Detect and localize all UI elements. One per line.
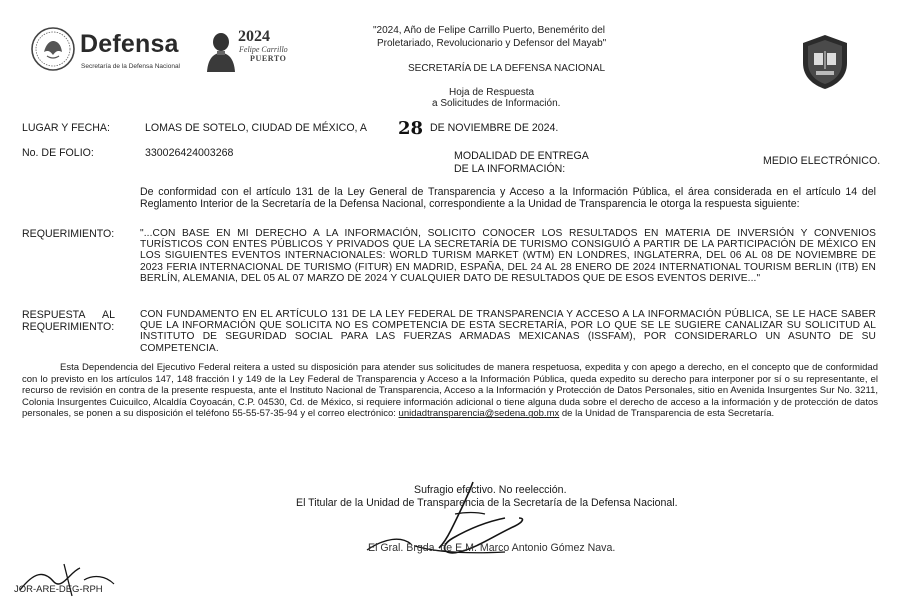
respuesta-text: CON FUNDAMENTO EN EL ARTÍCULO 131 DE LA LEY FEDERAL DE TRANSPARENCIA Y ACCESO A LA INFORMACIÓN PÚBLICA, SE LE HACE SABER QUE LA INFORMACIÓN QUE SOLICITA NO ES COMPETENCIA DE ESTA SECRETARÍA, POR LO QUE SE LE SUGIERE CANALIZAR SU SOLICITUD AL INSTITUTO DE SEGURIDAD SOCIAL PARA LAS FUERZAS ARMADAS MEXICANAS (ISSFAM), POR CONSIDERARLO UN ASUNTO DE SU COMPETENCIA. bbox=[140, 309, 876, 354]
modalidad-value: MEDIO ELECTRÓNICO. bbox=[763, 155, 881, 167]
closing-paragraph bbox=[22, 362, 878, 420]
year-badge-sub2: PUERTO bbox=[250, 54, 287, 63]
hoja-respuesta-line1: Hoja de Respuesta bbox=[449, 87, 535, 98]
secretaria-heading: SECRETARÍA DE LA DEFENSA NACIONAL bbox=[408, 63, 606, 74]
respuesta-label-al: AL bbox=[102, 309, 115, 321]
anniversary-portrait bbox=[204, 28, 238, 72]
folio-label: No. DE FOLIO: bbox=[22, 147, 94, 159]
handwritten-day: 28 bbox=[398, 118, 424, 139]
signatory-name: El Gral. Brgda. de E.M. Marco Antonio Gómez Nava. bbox=[368, 542, 616, 554]
lugar-value: LOMAS DE SOTELO, CIUDAD DE MÉXICO, A bbox=[145, 122, 367, 134]
respuesta-label: RESPUESTA bbox=[22, 309, 86, 321]
footer-reference-code: JOR-ARE-DEG-RPH bbox=[14, 584, 103, 595]
requerimiento-label: REQUERIMIENTO: bbox=[22, 228, 115, 240]
transparency-email-link[interactable]: unidadtransparencia@sedena.gob.mx bbox=[398, 408, 560, 420]
requerimiento-text: "...CON BASE EN MI DERECHO A LA INFORMACIÓN, SOLICITO CONOCER LOS RESULTADOS EN MATERIA DE INVERSIÓN Y CONVENIOS TURÍSTICOS CON ENTES PÚBLICOS Y PRIVADOS QUE LA SECRETARÍA DE TURISMO CONSIGUIÓ A PARTIR DE LA PARTICIPACIÓN DE MÉXICO EN LOS SIGUIENTES EVENTOS INTERNACIONALES: WORLD TURISM MARKET (WTM) EN LONDRES, INGLATERRA, DEL 06 AL 08 DE NOVIEMBRE DE 2023 FERIA INTERNACIONAL DE TURISMO (FITUR) EN MADRID, ESPAÑA, DEL 24 AL 28 ENERO DE 2024 INTERNATIONAL TOURISM BERLIN (ITB) EN BERLÍN, ALEMANIA, DEL 05 AL 07 MARZO DE 2024 Y CUALQUIER DATO DE RESULTADOS QUE DE ESOS EVENTOS DERIVE..." bbox=[140, 228, 876, 284]
header-quote-line2: Proletariado, Revolucionario y Defensor del Mayab" bbox=[377, 38, 607, 49]
closing-text: Esta Dependencia del Ejecutivo Federal reitera a usted su disposición para atender sus solicitudes de manera respetuosa, expedita y con apego a derecho, en el concepto que de conformidad con lo previsto en los artículos 147, 148 fracción I y 149 de la Ley Federal de Transparencia y Acceso a la Información Pública, queda expedito su derecho para interponer por sí o su representante, el recurso de revisión en contra de la presente respuesta, ante el Instituto Nacional de Transparencia, Acceso a la Información y Protección de Datos Personales, sitio en Avenida Insurgentes Sur No. 3211, Colonia Insurgentes Cuicuilco, Alcaldía Coyoacán, C.P. 04530, Cd. de México, si requiere información adicional o tiene alguna duda sobre el derecho de acceso a la información y de protección de datos personales, se ponen a su disposición el teléfono 55-55-57-35-94 y el correo electrónico: bbox=[22, 362, 878, 420]
intro-paragraph: De conformidad con el artículo 131 de la Ley General de Transparencia y Acceso a la Información Pública, el área considerada en el artículo 14 del Reglamento Interior de la Secretaría de la Defensa Nacional, correspondiente a la Unidad de Transparencia le otorga la respuesta siguiente: bbox=[140, 186, 876, 210]
sufragio-line: Sufragio efectivo. No reelección. bbox=[414, 484, 567, 496]
lugar-fecha-label: LUGAR Y FECHA: bbox=[22, 122, 110, 134]
defensa-logo-subtitle: Secretaría de la Defensa Nacional bbox=[81, 63, 181, 70]
folio-value: 330026424003268 bbox=[145, 147, 234, 159]
unidad-transparencia-shield bbox=[799, 33, 851, 91]
month-year: DE NOVIEMBRE DE 2024. bbox=[430, 122, 559, 134]
titular-line: El Titular de la Unidad de Transparencia de la Secretaría de la Defensa Nacional. bbox=[296, 497, 678, 509]
sedena-seal bbox=[30, 26, 76, 72]
closing-text-end: de la Unidad de Transparencia de esta Secretaría. bbox=[561, 408, 775, 420]
hoja-respuesta-line2: a Solicitudes de Información. bbox=[432, 98, 561, 109]
header-quote-line1: "2024, Año de Felipe Carrillo Puerto, Benemérito del bbox=[373, 25, 606, 36]
modalidad-label-line2: DE LA INFORMACIÓN: bbox=[454, 163, 566, 175]
year-badge: 2024 bbox=[238, 28, 270, 45]
respuesta-label-2: REQUERIMIENTO: bbox=[22, 321, 115, 333]
defensa-logo-text: Defensa bbox=[80, 30, 179, 58]
handwritten-signature bbox=[355, 478, 535, 568]
year-badge-sub1: Felipe Carrillo bbox=[239, 45, 288, 54]
modalidad-label-line1: MODALIDAD DE ENTREGA bbox=[454, 150, 589, 162]
